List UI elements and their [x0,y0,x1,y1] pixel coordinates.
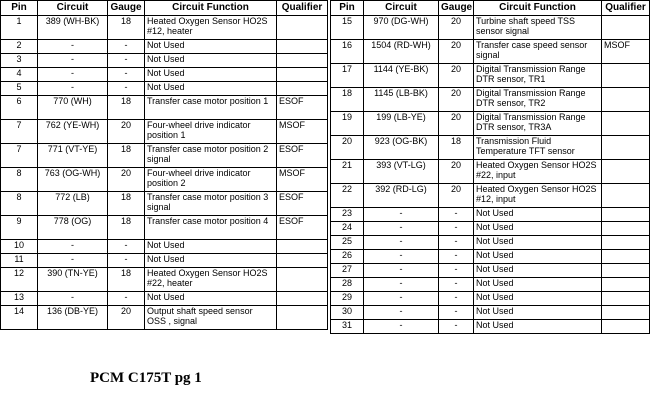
function-cell: Not Used [474,278,602,292]
qualifier-cell [277,240,328,254]
header-pin: Pin [1,1,38,16]
circuit-cell: - [38,82,108,96]
qualifier-cell [277,54,328,68]
table-row [1,82,328,96]
table-row [331,160,650,184]
function-cell: Transmission Fluid Temperature TFT sensor [474,136,602,160]
qualifier-cell [602,320,650,334]
header-circuit-function: Circuit Function [145,1,277,16]
pin-cell: 5 [1,82,38,96]
gauge-cell: - [439,320,474,334]
function-cell: Not Used [145,254,277,268]
table-body-right [331,16,650,334]
header-qualifier: Qualifier [602,1,650,16]
circuit-cell: 1504 (RD-WH) [364,40,439,64]
function-cell: Not Used [474,208,602,222]
pin-cell: 14 [1,306,38,330]
table-row [1,168,328,192]
circuit-cell: - [364,264,439,278]
table-row [1,120,328,144]
qualifier-cell [277,292,328,306]
table-row [331,208,650,222]
gauge-cell: 20 [439,184,474,208]
gauge-cell: - [108,82,145,96]
circuit-cell: 389 (WH-BK) [38,16,108,40]
gauge-cell: 18 [108,16,145,40]
function-cell: Digital Transmission Range DTR sensor, TR2 [474,88,602,112]
gauge-cell: 20 [439,40,474,64]
qualifier-cell [277,40,328,54]
qualifier-cell: MSOF [277,168,328,192]
function-cell: Not Used [474,222,602,236]
gauge-cell: 20 [108,168,145,192]
qualifier-cell [602,136,650,160]
qualifier-cell [602,208,650,222]
gauge-cell: 20 [108,306,145,330]
table-row [1,96,328,120]
function-cell: Digital Transmission Range DTR sensor, TR1 [474,64,602,88]
pin-cell: 10 [1,240,38,254]
qualifier-cell [602,112,650,136]
function-cell: Four-wheel drive indicator position 2 [145,168,277,192]
function-cell: Not Used [145,40,277,54]
function-cell: Not Used [145,292,277,306]
circuit-cell: 136 (DB-YE) [38,306,108,330]
qualifier-cell [277,306,328,330]
circuit-cell: 778 (OG) [38,216,108,240]
table-row [331,184,650,208]
pin-cell: 7 [1,120,38,144]
table-row [331,136,650,160]
qualifier-cell [602,292,650,306]
qualifier-cell [602,278,650,292]
pin-cell: 27 [331,264,364,278]
circuit-cell: - [38,40,108,54]
gauge-cell: - [108,54,145,68]
gauge-cell: 20 [439,64,474,88]
gauge-cell: - [439,236,474,250]
table-row [331,292,650,306]
function-cell: Not Used [474,250,602,264]
gauge-cell: - [108,292,145,306]
function-cell: Not Used [145,54,277,68]
qualifier-cell [602,64,650,88]
function-cell: Heated Oxygen Sensor HO2S #22, input [474,160,602,184]
gauge-cell: - [439,208,474,222]
gauge-cell: 18 [108,192,145,216]
table-header-row [331,1,650,16]
circuit-cell: 771 (VT-YE) [38,144,108,168]
pin-cell: 28 [331,278,364,292]
pin-cell: 22 [331,184,364,208]
qualifier-cell [602,184,650,208]
function-cell: Not Used [474,264,602,278]
gauge-cell: 18 [108,96,145,120]
gauge-cell: 18 [108,216,145,240]
circuit-cell: 1144 (YE-BK) [364,64,439,88]
function-cell: Digital Transmission Range DTR sensor, TR3A [474,112,602,136]
qualifier-cell [602,88,650,112]
gauge-cell: - [439,278,474,292]
function-cell: Not Used [474,236,602,250]
gauge-cell: - [439,222,474,236]
function-cell: Transfer case motor position 1 [145,96,277,120]
pin-cell: 2 [1,40,38,54]
circuit-cell: - [364,222,439,236]
qualifier-cell [602,16,650,40]
table-row [1,144,328,168]
table-row [1,16,328,40]
qualifier-cell [602,222,650,236]
table-row [1,216,328,240]
pin-cell: 18 [331,88,364,112]
table-row [331,264,650,278]
pin-table-left [0,0,328,330]
table-row [331,88,650,112]
pin-cell: 1 [1,16,38,40]
function-cell: Not Used [145,240,277,254]
gauge-cell: 18 [108,144,145,168]
function-cell: Heated Oxygen Sensor HO2S #12, input [474,184,602,208]
circuit-cell: - [364,306,439,320]
header-pin: Pin [331,1,364,16]
function-cell: Heated Oxygen Sensor HO2S #12, heater [145,16,277,40]
table-row [331,40,650,64]
circuit-cell: 393 (VT-LG) [364,160,439,184]
circuit-cell: - [364,250,439,264]
pin-cell: 9 [1,216,38,240]
gauge-cell: - [108,240,145,254]
pin-cell: 17 [331,64,364,88]
qualifier-cell: ESOF [277,96,328,120]
pin-cell: 11 [1,254,38,268]
circuit-cell: - [364,208,439,222]
pin-cell: 29 [331,292,364,306]
function-cell: Heated Oxygen Sensor HO2S #22, heater [145,268,277,292]
circuit-cell: - [364,236,439,250]
pin-cell: 23 [331,208,364,222]
circuit-cell: 763 (OG-WH) [38,168,108,192]
table-row [1,68,328,82]
pin-cell: 24 [331,222,364,236]
header-gauge: Gauge [439,1,474,16]
function-cell: Not Used [145,68,277,82]
table-row [1,192,328,216]
pin-cell: 16 [331,40,364,64]
gauge-cell: - [439,250,474,264]
gauge-cell: 20 [439,88,474,112]
table-row [331,250,650,264]
header-gauge: Gauge [108,1,145,16]
circuit-cell: 390 (TN-YE) [38,268,108,292]
header-circuit-function: Circuit Function [474,1,602,16]
table-row [1,306,328,330]
function-cell: Four-wheel drive indicator position 1 [145,120,277,144]
function-cell: Output shaft speed sensor OSS , signal [145,306,277,330]
pin-cell: 30 [331,306,364,320]
gauge-cell: 20 [439,16,474,40]
qualifier-cell [277,82,328,96]
qualifier-cell: ESOF [277,192,328,216]
table-row [1,254,328,268]
circuit-cell: 392 (RD-LG) [364,184,439,208]
qualifier-cell [602,236,650,250]
function-cell: Transfer case speed sensor signal [474,40,602,64]
pin-cell: 6 [1,96,38,120]
function-cell: Not Used [474,292,602,306]
pin-cell: 8 [1,168,38,192]
gauge-cell: - [439,292,474,306]
table-row [331,278,650,292]
circuit-cell: 762 (YE-WH) [38,120,108,144]
circuit-cell: - [364,320,439,334]
table-row [331,112,650,136]
qualifier-cell: ESOF [277,144,328,168]
table-row [1,40,328,54]
function-cell: Not Used [474,320,602,334]
gauge-cell: 20 [439,160,474,184]
circuit-cell: - [38,292,108,306]
pin-cell: 19 [331,112,364,136]
qualifier-cell [277,254,328,268]
pin-cell: 26 [331,250,364,264]
circuit-cell: 970 (DG-WH) [364,16,439,40]
gauge-cell: - [439,306,474,320]
table-row [1,292,328,306]
qualifier-cell [602,306,650,320]
circuit-cell: - [38,254,108,268]
pin-cell: 31 [331,320,364,334]
function-cell: Transfer case motor position 3 signal [145,192,277,216]
circuit-cell: - [38,54,108,68]
gauge-cell: - [108,40,145,54]
table-row [331,16,650,40]
pin-cell: 12 [1,268,38,292]
table-row [331,222,650,236]
circuit-cell: - [38,240,108,254]
pin-cell: 13 [1,292,38,306]
pin-cell: 8 [1,192,38,216]
circuit-cell: 770 (WH) [38,96,108,120]
table-body-left [1,16,328,330]
function-cell: Transfer case motor position 2 signal [145,144,277,168]
pin-cell: 3 [1,54,38,68]
circuit-cell: 1145 (LB-BK) [364,88,439,112]
function-cell: Not Used [474,306,602,320]
gauge-cell: - [439,264,474,278]
table-row [331,64,650,88]
circuit-cell: 199 (LB-YE) [364,112,439,136]
qualifier-cell: ESOF [277,216,328,240]
function-cell: Not Used [145,82,277,96]
circuit-cell: - [364,292,439,306]
circuit-cell: 772 (LB) [38,192,108,216]
table-header-row [1,1,328,16]
qualifier-cell [277,16,328,40]
gauge-cell: 20 [439,112,474,136]
table-row [331,320,650,334]
function-cell: Transfer case motor position 4 [145,216,277,240]
pin-cell: 4 [1,68,38,82]
header-circuit: Circuit [38,1,108,16]
qualifier-cell [277,268,328,292]
qualifier-cell: MSOF [602,40,650,64]
header-qualifier: Qualifier [277,1,328,16]
pin-cell: 25 [331,236,364,250]
gauge-cell: 20 [108,120,145,144]
pin-cell: 20 [331,136,364,160]
qualifier-cell [277,68,328,82]
pin-cell: 21 [331,160,364,184]
table-row [331,236,650,250]
pin-cell: 7 [1,144,38,168]
qualifier-cell [602,160,650,184]
table-row [1,240,328,254]
function-cell: Turbine shaft speed TSS sensor signal [474,16,602,40]
table-row [1,268,328,292]
gauge-cell: 18 [108,268,145,292]
pin-table-right [330,0,650,334]
gauge-cell: - [108,254,145,268]
gauge-cell: - [108,68,145,82]
circuit-cell: - [364,278,439,292]
gauge-cell: 18 [439,136,474,160]
table-row [1,54,328,68]
table-row [331,306,650,320]
qualifier-cell: MSOF [277,120,328,144]
header-circuit: Circuit [364,1,439,16]
circuit-cell: - [38,68,108,82]
page-caption: PCM C175T pg 1 [90,370,202,386]
circuit-cell: 923 (OG-BK) [364,136,439,160]
qualifier-cell [602,264,650,278]
pin-cell: 15 [331,16,364,40]
qualifier-cell [602,250,650,264]
